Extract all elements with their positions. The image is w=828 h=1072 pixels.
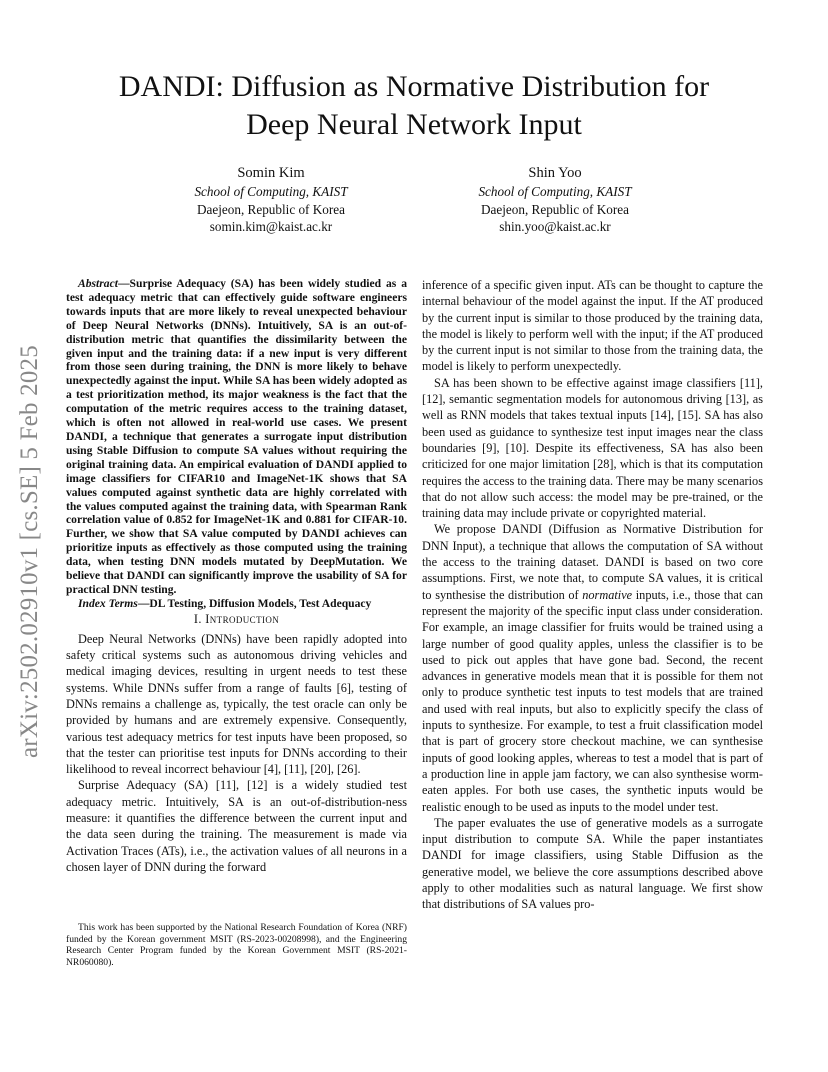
section-heading: I. Introduction bbox=[193, 611, 280, 626]
arxiv-identifier: arXiv:2502.02910v1 [cs.SE] 5 Feb 2025 bbox=[16, 345, 43, 758]
abstract bbox=[66, 277, 407, 597]
footnote: This work has been supported by the National Research Foundation of Korea (NRF) funded by the Korean government MSIT (RS-2023-00208998), and the Engineering Research Center Program funded by the Korean Government MSIT (RS-2021-NR060080). bbox=[66, 922, 407, 968]
author-affiliation: School of Computing, KAIST bbox=[194, 184, 348, 199]
body-paragraph: Deep Neural Networks (DNNs) have been rapidly adopted into safety critical systems such as autonomous driving vehicles and medical imaging devices, resulting in urgent needs to test these systems. While DNNs suffer from a range of faults [6], testing of DNNs remains a challenge as, typically, the test oracle can only be provided by humans and are extremely expensive. Consequently, various test adequacy metrics for test inputs have been proposed, so that the tester can prioritise test inputs for DNNs according to their likelihood to reveal incorrect behaviour [4], [11], [20], [26]. bbox=[66, 631, 407, 777]
body-paragraph: Surprise Adequacy (SA) [11], [12] is a widely studied test adequacy metric. Intuitively, SA is an out-of-distribution-ness measure: it quantifies the difference between the current input and the data seen during the training. The measurement is made via Activation Traces (ATs), i.e., the activation values of all neurons in a chosen layer of DNN during the forward bbox=[66, 778, 407, 874]
abstract-lead: Abstract bbox=[78, 277, 118, 290]
text-run: inputs, i.e., those that can represent the majority of the specific input class under consideration. For example, an image classifier for fruits would be trained using a large number of good quality apples, unless the classifier is to be used to pick out apples that have gone bad. Second, the recent advances in generative models mean that it is possible for them not only to produce synthetic test inputs to test models that are trained and used with real inputs, but also to explicitly specify the class of inputs to synthesize. For example, to test a fruit classification model that is part of grocery store checkout machine, we can synthesise inputs of good looking apples, whereas to test a model that is part of a production line in apple jam factory, we can also synthesise worm-eaten apples. For both use cases, the synthetic inputs would be realistic enough to be used as inputs to the model under test. bbox=[422, 587, 763, 814]
author-affiliation: School of Computing, KAIST bbox=[478, 184, 632, 199]
body-paragraph: The paper evaluates the use of generative models as a surrogate input distribution to compute SA. While the paper instantiates DANDI for image classifiers, using Stable Diffusion as the generative model, we believe the core assumptions described above apply to other modalities such as natural language. We first show that distributions of SA values pro- bbox=[422, 815, 763, 912]
right-column bbox=[422, 277, 763, 913]
body-paragraph: SA has been shown to be effective against image classifiers [11], [12], semantic segmentation models for autonomous driving [13], as well as RNN models that takes textual inputs [14], [15]. SA has also been used as guidance to synthesize test input images near the class boundaries [9], [10]. Despite its effectiveness, SA has also been criticized for one major limitation [28], which is that its computation requires the access to the training data. There may be many scenarios that do not allow such access: the model may be pre-trained, or the training data may include private or copyrighted material. bbox=[422, 375, 763, 521]
author-name: Shin Yoo bbox=[528, 165, 582, 181]
index-terms-lead: Index Terms bbox=[78, 596, 138, 610]
abstract-text: —Surprise Adequacy (SA) has been widely studied as a test adequacy metric that can effectively guide software engineers towards inputs that are more likely to reveal unexpected behaviour of Deep Neural Networks (DNNs). Intuitively, SA is an out-of-distribution metric that quantifies the dissimilarity between the given input and the training data: if a new input is very different from those seen during training, the DNN is more likely to behave unexpectedly against the input. While SA has been widely adopted as a test prioritization method, its major weakness is the fact that the computation of the metric requires access to the training dataset, which is often not allowed in real-world use cases. We present DANDI, a technique that generates a surrogate input distribution using Stable Diffusion to compute SA values without requiring the original training data. An empirical evaluation of DANDI applied to image classifiers for CIFAR10 and ImageNet-1K shows that SA values computed against synthetic data are highly correlated with the values computed against the training data, with Spearman Rank correlation value of 0.852 for ImageNet-1K and 0.881 for CIFAR-10. Further, we show that SA value computed by DANDI achieves can prioritize inputs as effectively as those computed using the training data, when testing DNN models mutated by DeepMutation. We believe that DANDI can significantly improve the usability of SA for practical DNN testing. bbox=[66, 277, 407, 596]
author-email[interactable]: somin.kim@kaist.ac.kr bbox=[209, 219, 333, 234]
title-line-1: DANDI: Diffusion as Normative Distribution for bbox=[118, 70, 710, 103]
body-paragraph bbox=[422, 521, 763, 814]
text-run: We propose DANDI (Diffusion as Normative Distribution for DNN Input), a technique that allows the computation of SA without the access to the training dataset. DANDI is based on two core assumptions. First, we note that, to compute SA values, it is critical to synthesise the distribution of bbox=[422, 522, 763, 602]
body-paragraph: inference of a specific given input. ATs can be thought to capture the internal behaviour of the model against the input. If the AT produced by the current input is similar to those produced by the training data, the model is likely to perform well with the input; if the AT produced by the current input is not similar to those from the training data, the model is likely to perform unexpectedly. bbox=[422, 278, 763, 374]
author-location: Daejeon, Republic of Korea bbox=[197, 201, 345, 217]
title-line-2: Deep Neural Network Input bbox=[246, 108, 582, 141]
author-block-2 bbox=[425, 163, 685, 236]
left-column bbox=[66, 277, 407, 875]
paper-title bbox=[60, 68, 768, 144]
author-location: Daejeon, Republic of Korea bbox=[481, 201, 629, 217]
index-terms bbox=[66, 597, 407, 611]
emphasized-term: normative bbox=[582, 587, 633, 602]
author-name: Somin Kim bbox=[237, 165, 305, 181]
author-block-1 bbox=[141, 163, 401, 236]
author-email[interactable]: shin.yoo@kaist.ac.kr bbox=[499, 219, 611, 234]
index-terms-text: —DL Testing, Diffusion Models, Test Adequacy bbox=[137, 596, 372, 610]
